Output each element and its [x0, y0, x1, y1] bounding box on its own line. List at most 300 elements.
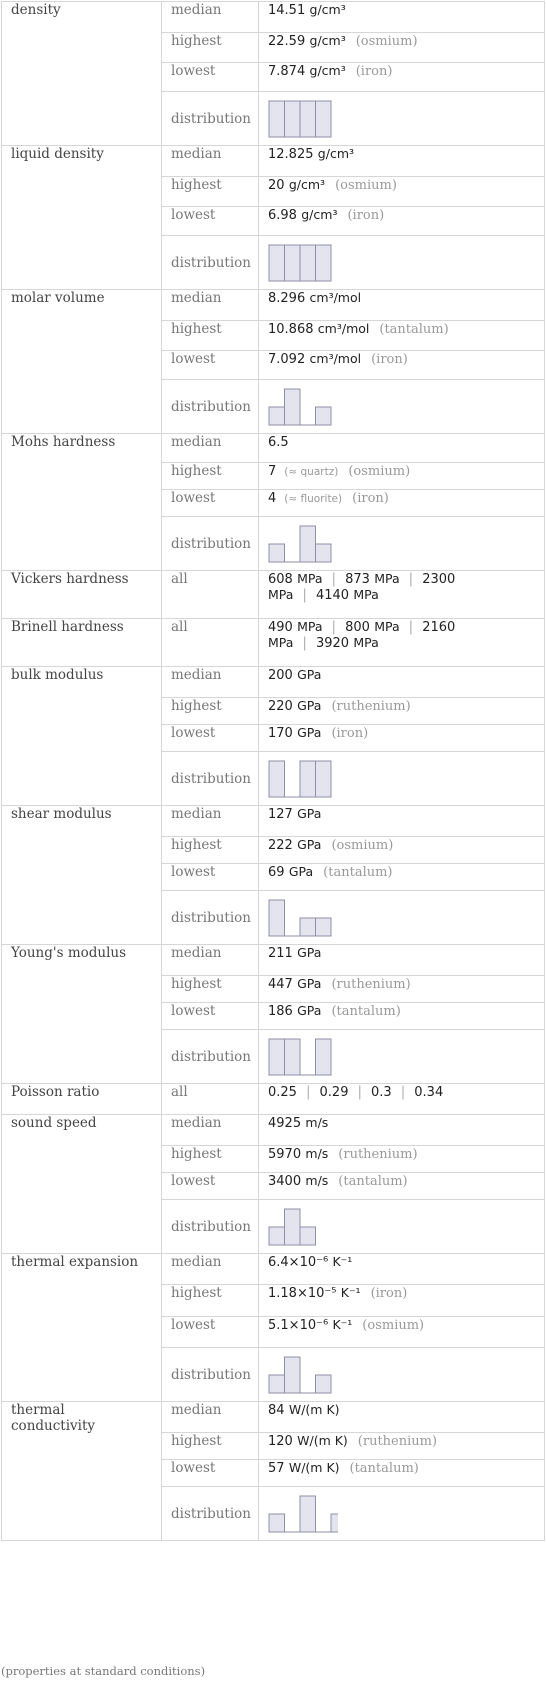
median-value-cell: [259, 434, 545, 463]
property-label: shear modulus: [11, 806, 112, 822]
lowest-unit: GPa: [288, 864, 314, 879]
footnote: (properties at standard conditions): [1, 1664, 206, 1678]
property-label: bulk modulus: [11, 667, 104, 683]
distribution-value-cell: [259, 92, 545, 146]
property-name: [2, 1084, 162, 1115]
distribution-label: distribution: [171, 1505, 251, 1522]
sub-label-highest: [162, 1433, 259, 1460]
all-label: all: [171, 1084, 188, 1100]
property-name: [2, 1115, 162, 1254]
lowest-unit: g/cm³: [301, 207, 338, 222]
median-value-cell: [259, 806, 545, 837]
unit: MPa: [268, 587, 294, 602]
median-value-cell: [259, 146, 545, 177]
separator: |: [400, 1084, 406, 1100]
value: 2160: [422, 620, 456, 635]
histogram-bar: [331, 1514, 338, 1532]
median-value: 14.51: [268, 3, 306, 18]
property-row-median: [2, 945, 545, 976]
highest-value-cell: [259, 1146, 545, 1173]
property-row-median: [2, 290, 545, 321]
histogram-bar: [285, 1209, 301, 1245]
median-unit: K⁻¹: [332, 1254, 353, 1269]
median-value: 6.5: [268, 435, 289, 450]
sub-label-highest: [162, 321, 259, 351]
highest-unit: m/s: [305, 1146, 329, 1161]
sub-label-highest: [162, 698, 259, 725]
distribution-value-cell: [259, 236, 545, 290]
lowest-label: lowest: [171, 1317, 216, 1333]
highest-element: (osmium): [348, 464, 411, 479]
lowest-label: lowest: [171, 351, 216, 367]
property-label: thermal expansion: [11, 1254, 139, 1270]
sub-label-lowest: [162, 490, 259, 517]
property-name: [2, 945, 162, 1084]
distribution-histogram: [268, 99, 338, 139]
value: 608: [268, 572, 293, 587]
highest-value-cell: [259, 321, 545, 351]
distribution-value-cell: [259, 517, 545, 571]
lowest-label: lowest: [171, 63, 216, 79]
lowest-value: 69: [268, 865, 285, 880]
median-label: median: [171, 1115, 222, 1131]
distribution-label: distribution: [171, 110, 251, 127]
highest-label: highest: [171, 1285, 222, 1301]
median-value-cell: [259, 667, 545, 698]
lowest-value-cell: [259, 63, 545, 92]
median-label: median: [171, 146, 222, 162]
sub-label-lowest: [162, 1317, 259, 1348]
histogram-bar: [285, 1357, 301, 1393]
sub-label-distribution: [162, 891, 259, 945]
sub-label-highest: [162, 463, 259, 490]
lowest-value: 5.1×10⁻⁶: [268, 1318, 329, 1333]
property-label: Brinell hardness: [11, 619, 124, 635]
value: 490: [268, 620, 293, 635]
highest-label: highest: [171, 463, 222, 479]
histogram-bar: [285, 1039, 301, 1075]
lowest-label: lowest: [171, 490, 216, 506]
highest-approx: (≈ quartz): [284, 466, 339, 478]
lowest-element: (osmium): [362, 1318, 425, 1333]
highest-unit: g/cm³: [288, 177, 326, 192]
sub-label-median: [162, 667, 259, 698]
highest-value: 447: [268, 977, 293, 992]
property-name: [2, 434, 162, 571]
median-label: median: [171, 2, 222, 18]
histogram-bar: [300, 1496, 316, 1532]
lowest-value-cell: [259, 207, 545, 236]
separator: |: [357, 1084, 363, 1100]
lowest-value-cell: [259, 1003, 545, 1030]
median-unit: cm³/mol: [309, 290, 362, 305]
lowest-element: (tantalum): [349, 1461, 419, 1476]
highest-element: (ruthenium): [331, 699, 411, 714]
median-value: 84: [268, 1403, 285, 1418]
property-name: [2, 619, 162, 667]
median-label: median: [171, 434, 222, 450]
sub-label-distribution: [162, 752, 259, 806]
sub-label-median: [162, 1115, 259, 1146]
sub-label-distribution: [162, 236, 259, 290]
lowest-value: 170: [268, 726, 293, 741]
distribution-histogram: [268, 243, 338, 283]
median-value: 211: [268, 946, 293, 961]
lowest-unit: W/(m K): [288, 1460, 340, 1475]
sub-label-lowest: [162, 1003, 259, 1030]
sub-label-highest: [162, 976, 259, 1003]
median-label: median: [171, 1254, 222, 1270]
properties-table: [1, 1, 545, 1541]
sub-label-lowest: [162, 1460, 259, 1487]
highest-label: highest: [171, 1433, 222, 1449]
median-value: 12.825: [268, 147, 314, 162]
histogram-bar: [316, 918, 332, 936]
histogram-bar: [269, 1375, 285, 1393]
separator: |: [302, 587, 307, 603]
median-value-cell: [259, 945, 545, 976]
lowest-label: lowest: [171, 207, 216, 223]
lowest-label: lowest: [171, 1460, 216, 1476]
histogram-bar: [269, 407, 285, 425]
sub-label-distribution: [162, 1487, 259, 1541]
median-value-cell: [259, 2, 545, 33]
distribution-value-cell: [259, 1030, 545, 1084]
sub-label-median: [162, 1402, 259, 1433]
histogram-bar: [269, 761, 285, 797]
sub-label-lowest: [162, 207, 259, 236]
property-label: Mohs hardness: [11, 434, 116, 450]
histogram-bar: [300, 918, 316, 936]
value: 0.29: [319, 1085, 349, 1100]
lowest-element: (iron): [347, 208, 385, 223]
distribution-value-cell: [259, 752, 545, 806]
distribution-value-cell: [259, 380, 545, 434]
value-cell: [259, 619, 545, 667]
property-row-median: [2, 1402, 545, 1433]
lowest-label: lowest: [171, 1173, 216, 1189]
lowest-element: (iron): [371, 352, 408, 367]
lowest-value-cell: [259, 725, 545, 752]
property-label: Young's modulus: [11, 945, 127, 961]
histogram-bar: [269, 544, 285, 562]
value: 800: [345, 620, 370, 635]
histogram-bar: [269, 101, 285, 137]
property-name: [2, 146, 162, 290]
histogram-bar: [316, 544, 332, 562]
distribution-label: distribution: [171, 770, 251, 787]
distribution-histogram: [268, 1355, 338, 1395]
value: 0.25: [268, 1085, 297, 1100]
distribution-histogram: [268, 387, 338, 427]
distribution-label: distribution: [171, 909, 251, 926]
histogram-bar: [316, 1039, 332, 1075]
highest-label: highest: [171, 698, 222, 714]
histogram-bar: [300, 101, 316, 137]
value-cell: [259, 1084, 545, 1115]
distribution-value-cell: [259, 891, 545, 945]
sub-label-distribution: [162, 1030, 259, 1084]
histogram-bar: [316, 101, 332, 137]
sub-label-median: [162, 1254, 259, 1285]
sub-label-highest: [162, 1285, 259, 1317]
lowest-value-cell: [259, 864, 545, 891]
median-value: 6.4×10⁻⁶: [268, 1255, 329, 1270]
lowest-label: lowest: [171, 864, 216, 880]
distribution-histogram: [268, 759, 338, 799]
median-unit: W/(m K): [288, 1402, 340, 1417]
value: 2300: [422, 572, 456, 587]
sub-label-lowest: [162, 63, 259, 92]
property-row-median: [2, 1115, 545, 1146]
highest-label: highest: [171, 976, 222, 992]
distribution-label: distribution: [171, 1048, 251, 1065]
property-label: Vickers hardness: [11, 571, 129, 587]
sub-label-highest: [162, 33, 259, 63]
property-name: [2, 806, 162, 945]
highest-label: highest: [171, 1146, 222, 1162]
sub-label: [162, 619, 259, 667]
sub-label-median: [162, 806, 259, 837]
lowest-unit: cm³/mol: [309, 351, 362, 366]
separator: |: [331, 619, 337, 635]
lowest-unit: K⁻¹: [332, 1317, 353, 1332]
highest-unit: g/cm³: [309, 33, 346, 48]
sub-label-distribution: [162, 517, 259, 571]
property-name: [2, 290, 162, 434]
median-unit: GPa: [297, 667, 322, 682]
separator: |: [408, 619, 414, 635]
lowest-approx: (≈ fluorite): [284, 493, 343, 505]
median-unit: g/cm³: [317, 146, 355, 161]
median-value: 200: [268, 668, 293, 683]
lowest-value-cell: [259, 490, 545, 517]
lowest-unit: GPa: [297, 725, 322, 740]
sub-label-median: [162, 146, 259, 177]
lowest-value: 7.874: [268, 64, 306, 79]
lowest-element: (tantalum): [323, 865, 393, 880]
lowest-label: lowest: [171, 725, 216, 741]
distribution-value-cell: [259, 1487, 545, 1541]
highest-value: 120: [268, 1434, 293, 1449]
highest-label: highest: [171, 177, 222, 193]
highest-value-cell: [259, 463, 545, 490]
sub-label-highest: [162, 1146, 259, 1173]
property-name: [2, 667, 162, 806]
histogram-bar: [300, 245, 316, 281]
unit: MPa: [268, 635, 294, 650]
highest-label: highest: [171, 837, 222, 853]
property-row-median: [2, 1254, 545, 1285]
property-row: [2, 571, 545, 619]
separator: |: [305, 1084, 311, 1100]
all-label: all: [171, 619, 188, 635]
sub-label-distribution: [162, 1200, 259, 1254]
lowest-value: 7.092: [268, 352, 306, 367]
highest-value: 22.59: [268, 34, 306, 49]
distribution-histogram: [268, 1037, 338, 1077]
highest-unit: cm³/mol: [317, 321, 370, 336]
sub-label-median: [162, 2, 259, 33]
highest-value-cell: [259, 976, 545, 1003]
histogram-bar: [316, 1375, 332, 1393]
highest-value: 222: [268, 838, 293, 853]
highest-unit: W/(m K): [297, 1433, 348, 1448]
separator: |: [302, 635, 307, 651]
median-unit: m/s: [305, 1115, 329, 1130]
property-row-median: [2, 2, 545, 33]
lowest-value-cell: [259, 1173, 545, 1200]
lowest-unit: GPa: [297, 1003, 322, 1018]
histogram-bar: [285, 245, 301, 281]
unit: MPa: [353, 635, 379, 650]
separator: |: [331, 571, 337, 587]
distribution-label: distribution: [171, 398, 251, 415]
highest-value-cell: [259, 698, 545, 725]
histogram-bar: [285, 101, 301, 137]
median-label: median: [171, 667, 222, 683]
distribution-histogram: [268, 1494, 338, 1534]
sub-label-highest: [162, 837, 259, 864]
median-unit: GPa: [297, 945, 322, 960]
property-label: thermal conductivity: [11, 1402, 96, 1434]
sub-label-median: [162, 434, 259, 463]
sub-label-median: [162, 290, 259, 321]
median-value-cell: [259, 1402, 545, 1433]
highest-element: (osmium): [355, 34, 418, 49]
highest-value-cell: [259, 177, 545, 207]
highest-value: 220: [268, 699, 293, 714]
median-value-cell: [259, 1254, 545, 1285]
lowest-value: 4: [268, 491, 277, 506]
sub-label-lowest: [162, 351, 259, 380]
histogram-bar: [269, 900, 285, 936]
sub-label-lowest: [162, 1173, 259, 1200]
histogram-bar: [269, 1227, 285, 1245]
histogram-bar: [316, 245, 332, 281]
property-row-median: [2, 667, 545, 698]
sub-label-lowest: [162, 864, 259, 891]
median-label: median: [171, 806, 222, 822]
property-name: [2, 1254, 162, 1402]
property-row-median: [2, 806, 545, 837]
separator: |: [408, 571, 414, 587]
property-name: [2, 2, 162, 146]
histogram-bar: [269, 1514, 285, 1532]
property-name: [2, 571, 162, 619]
highest-element: (ruthenium): [357, 1434, 438, 1449]
highest-unit: K⁻¹: [340, 1285, 361, 1300]
highest-label: highest: [171, 33, 222, 49]
distribution-label: distribution: [171, 1218, 251, 1235]
highest-value-cell: [259, 1285, 545, 1317]
value: 0.34: [414, 1085, 444, 1100]
value: 3920: [315, 636, 350, 651]
sub-label: [162, 1084, 259, 1115]
property-label: liquid density: [11, 146, 104, 162]
histogram-bar: [316, 407, 332, 425]
highest-element: (ruthenium): [331, 977, 411, 992]
highest-value: 20: [268, 178, 285, 193]
histogram-bar: [316, 761, 332, 797]
lowest-unit: m/s: [305, 1173, 329, 1188]
lowest-value: 3400: [268, 1174, 302, 1189]
highest-element: (iron): [370, 1286, 408, 1301]
distribution-label: distribution: [171, 1366, 251, 1383]
highest-element: (tantalum): [379, 322, 449, 337]
histogram-bar: [269, 245, 285, 281]
histogram-bar: [300, 526, 316, 562]
highest-value: 10.868: [268, 322, 314, 337]
distribution-label: distribution: [171, 535, 251, 552]
histogram-bar: [300, 1227, 316, 1245]
lowest-element: (iron): [331, 726, 369, 741]
median-value: 8.296: [268, 291, 306, 306]
lowest-unit: g/cm³: [309, 63, 346, 78]
unit: MPa: [297, 571, 323, 586]
lowest-value-cell: [259, 1460, 545, 1487]
unit: MPa: [374, 571, 400, 586]
sub-label: [162, 571, 259, 619]
highest-unit: GPa: [297, 976, 322, 991]
property-row-median: [2, 146, 545, 177]
unit: MPa: [297, 619, 323, 634]
histogram-bar: [285, 389, 301, 425]
sub-label-lowest: [162, 725, 259, 752]
lowest-value-cell: [259, 351, 545, 380]
highest-element: (osmium): [335, 178, 397, 193]
sub-label-distribution: [162, 92, 259, 146]
highest-unit: GPa: [297, 837, 322, 852]
sub-label-distribution: [162, 1348, 259, 1402]
sub-label-distribution: [162, 380, 259, 434]
property-label: Poisson ratio: [11, 1084, 100, 1100]
highest-element: (osmium): [331, 838, 394, 853]
lowest-element: (iron): [352, 491, 389, 506]
highest-element: (ruthenium): [338, 1147, 418, 1162]
distribution-histogram: [268, 898, 338, 938]
lowest-element: (tantalum): [338, 1174, 408, 1189]
median-value: 127: [268, 807, 293, 822]
lowest-value-cell: [259, 1317, 545, 1348]
property-label: sound speed: [11, 1115, 97, 1131]
median-unit: g/cm³: [309, 2, 346, 17]
highest-value: 5970: [268, 1147, 302, 1162]
lowest-element: (iron): [355, 64, 393, 79]
lowest-value: 6.98: [268, 208, 297, 223]
lowest-element: (tantalum): [331, 1004, 401, 1019]
lowest-label: lowest: [171, 1003, 216, 1019]
distribution-histogram: [268, 1207, 338, 1247]
value: 4140: [315, 588, 350, 603]
highest-label: highest: [171, 321, 222, 337]
median-label: median: [171, 945, 222, 961]
median-value-cell: [259, 1115, 545, 1146]
unit: MPa: [353, 587, 379, 602]
median-value: 4925: [268, 1116, 302, 1131]
value-cell: [259, 571, 545, 619]
all-label: all: [171, 571, 188, 587]
median-unit: GPa: [297, 806, 322, 821]
property-row: [2, 1084, 545, 1115]
highest-value-cell: [259, 837, 545, 864]
sub-label-highest: [162, 177, 259, 207]
highest-unit: GPa: [297, 698, 322, 713]
value: 0.3: [371, 1085, 392, 1100]
property-row-median: [2, 434, 545, 463]
median-label: median: [171, 290, 222, 306]
value: 873: [345, 572, 370, 587]
